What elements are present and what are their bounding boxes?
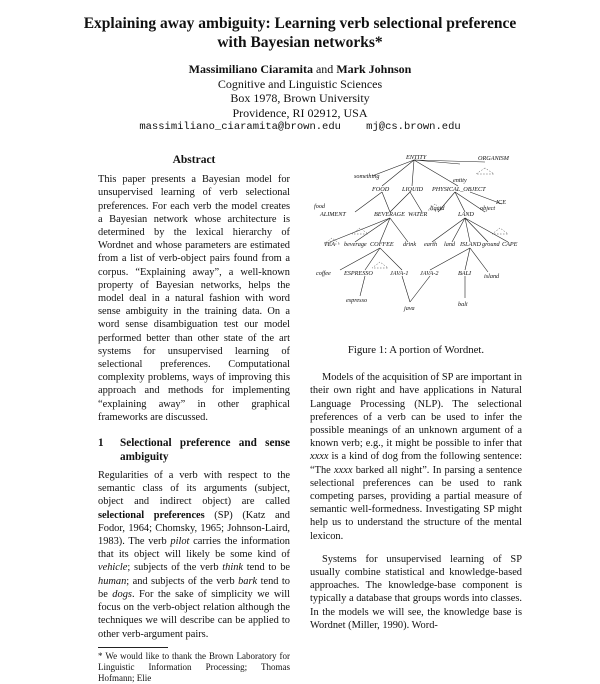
- node-java: java: [404, 305, 415, 312]
- email-1[interactable]: massimiliano_ciaramita@brown.edu: [139, 121, 341, 133]
- node-java1: JAVA-1: [390, 270, 409, 277]
- section-1-title: Selectional preference and sense ambiguity: [120, 437, 290, 464]
- abstract-heading: Abstract: [172, 154, 216, 166]
- node-something: something: [354, 173, 380, 180]
- author-1: Massimiliano Ciaramita: [188, 62, 313, 76]
- author-names: [60, 62, 540, 77]
- section-1-heading: [98, 436, 290, 464]
- paper-title: [60, 14, 540, 52]
- node-drink: drink: [403, 241, 417, 248]
- section-1-paragraph: Regularities of a verb with respect to the semantic class of its arguments (subject, object and indirect object) are called selectional preferences (SP) (Katz and Fodor, 1964; Chomsky, 1965; Johnson-Laird, 1983). The verb pilot carries the information that its object will likely be some kind of vehicle; subjects of the verb think tend to be human; and subjects of the verb bark tend to be dogs. For the sake of simplicity we will focus on the verb-object relation although the techniques we will describe can be applied to other verb-argument pairs.: [98, 470, 291, 640]
- title-line-2: with Bayesian networks*: [217, 34, 383, 51]
- node-island: ISLAND: [460, 241, 481, 248]
- title-line-1: Explaining away ambiguity: Learning verb selectional preference: [83, 15, 517, 32]
- node-food: FOOD: [372, 186, 390, 193]
- wordnet-diagram: [310, 148, 522, 336]
- address-line-1: Box 1978, Brown University: [230, 91, 370, 105]
- node-earth: earth: [424, 241, 438, 248]
- node-coffee-word: coffee: [316, 270, 331, 277]
- right-paragraph-1: Models of the acquisition of SP are important in their own right and have applications in Natural Language Processing (NLP). The selectional preferences of a verb can be used to infer the possible meanings of an unknown argument of a known verb; e.g., it might be possible to infer that xxxx is a kind of dog from the following sentence: “The xxxx barked all night”. In parsing a sentence selectional preferences can be used to rank competing parses, providing a partial measure of semantic well-formedness. Investigating SP might help us to understand the structure of the mental lexicon.: [310, 372, 522, 542]
- node-liquid-word: liquid: [430, 205, 445, 212]
- right-paragraph-2: Systems for unsupervised learning of SP usually combine statistical and knowledge-based approaches. The knowledge-base component is typically a database that groups words into classes. In the models we will see, the knowledge base is Wordnet (Miller, 1990). Word-: [310, 553, 522, 631]
- author-block: [60, 62, 540, 135]
- node-ground: ground: [482, 241, 500, 248]
- node-entity-word: entity: [453, 177, 467, 184]
- node-bali-word: bali: [458, 301, 468, 308]
- node-food-word: food: [314, 203, 326, 210]
- abstract-text: This paper presents a Bayesian model for unsupervised learning of verb selectional preferences. For each verb the model creates a Bayesian network whose architecture is determined by the lexical hierarchy of Wordnet and whose parameters are estimated from a list of verb-object pairs found from a corpus. “Explaining away”, a well-known property of Bayesian networks, helps the model deal in a natural fashion with word sense ambiguity in the training data. On a word sense disambiguation test our model performed better than other state of the art systems for unsupervised learning of selectional preferences. Computational complexity problems, ways of improving this approach and methods for implementing “explaining away” in other graphical frameworks are discussed.: [98, 174, 290, 423]
- node-alimentary: ALIMENT: [320, 211, 346, 218]
- node-espresso: ESPRESSO: [344, 270, 373, 277]
- node-land-word: land: [444, 241, 456, 248]
- node-coffee: COFFEE: [370, 241, 394, 248]
- author-2: Mark Johnson: [336, 62, 412, 76]
- wordnet-figure: [310, 148, 522, 336]
- node-java2: JAVA-2: [420, 270, 439, 277]
- footnote-rule: [98, 647, 168, 648]
- node-water: WATER: [408, 211, 428, 218]
- node-physical-object: PHYSICAL_OBJECT: [432, 186, 486, 193]
- emails: [60, 120, 540, 135]
- footnote: * We would like to thank the Brown Laboratory for Linguistic Information Processing; Thomas Hofmann; Elie: [98, 650, 290, 683]
- section-1-number: 1: [98, 437, 104, 450]
- email-2[interactable]: mj@cs.brown.edu: [366, 121, 461, 133]
- node-land: LAND: [458, 211, 474, 218]
- node-liquid: LIQUID: [402, 186, 423, 193]
- address-line-2: Providence, RI 02912, USA: [232, 105, 368, 120]
- node-organism: ORGANISM: [478, 155, 509, 162]
- node-entity: ENTITY: [406, 154, 427, 161]
- right-column: [310, 148, 522, 632]
- node-espresso-word: espresso: [346, 297, 368, 304]
- node-island-word: island: [484, 273, 500, 280]
- left-column: [98, 150, 290, 684]
- node-beverage: BEVERAGE: [374, 211, 405, 218]
- node-object-word: object: [480, 205, 496, 212]
- node-ice: ICE: [496, 199, 506, 206]
- node-beverage-word: beverage: [344, 241, 367, 248]
- node-tea: TEA: [324, 241, 336, 248]
- author-conjunction: and: [315, 62, 334, 76]
- affiliation: Cognitive and Linguistic Sciences: [217, 76, 383, 91]
- node-cape: CAPE: [502, 241, 518, 248]
- figure-caption: Figure 1: A portion of Wordnet.: [347, 344, 485, 356]
- node-bali: BALI: [458, 270, 472, 277]
